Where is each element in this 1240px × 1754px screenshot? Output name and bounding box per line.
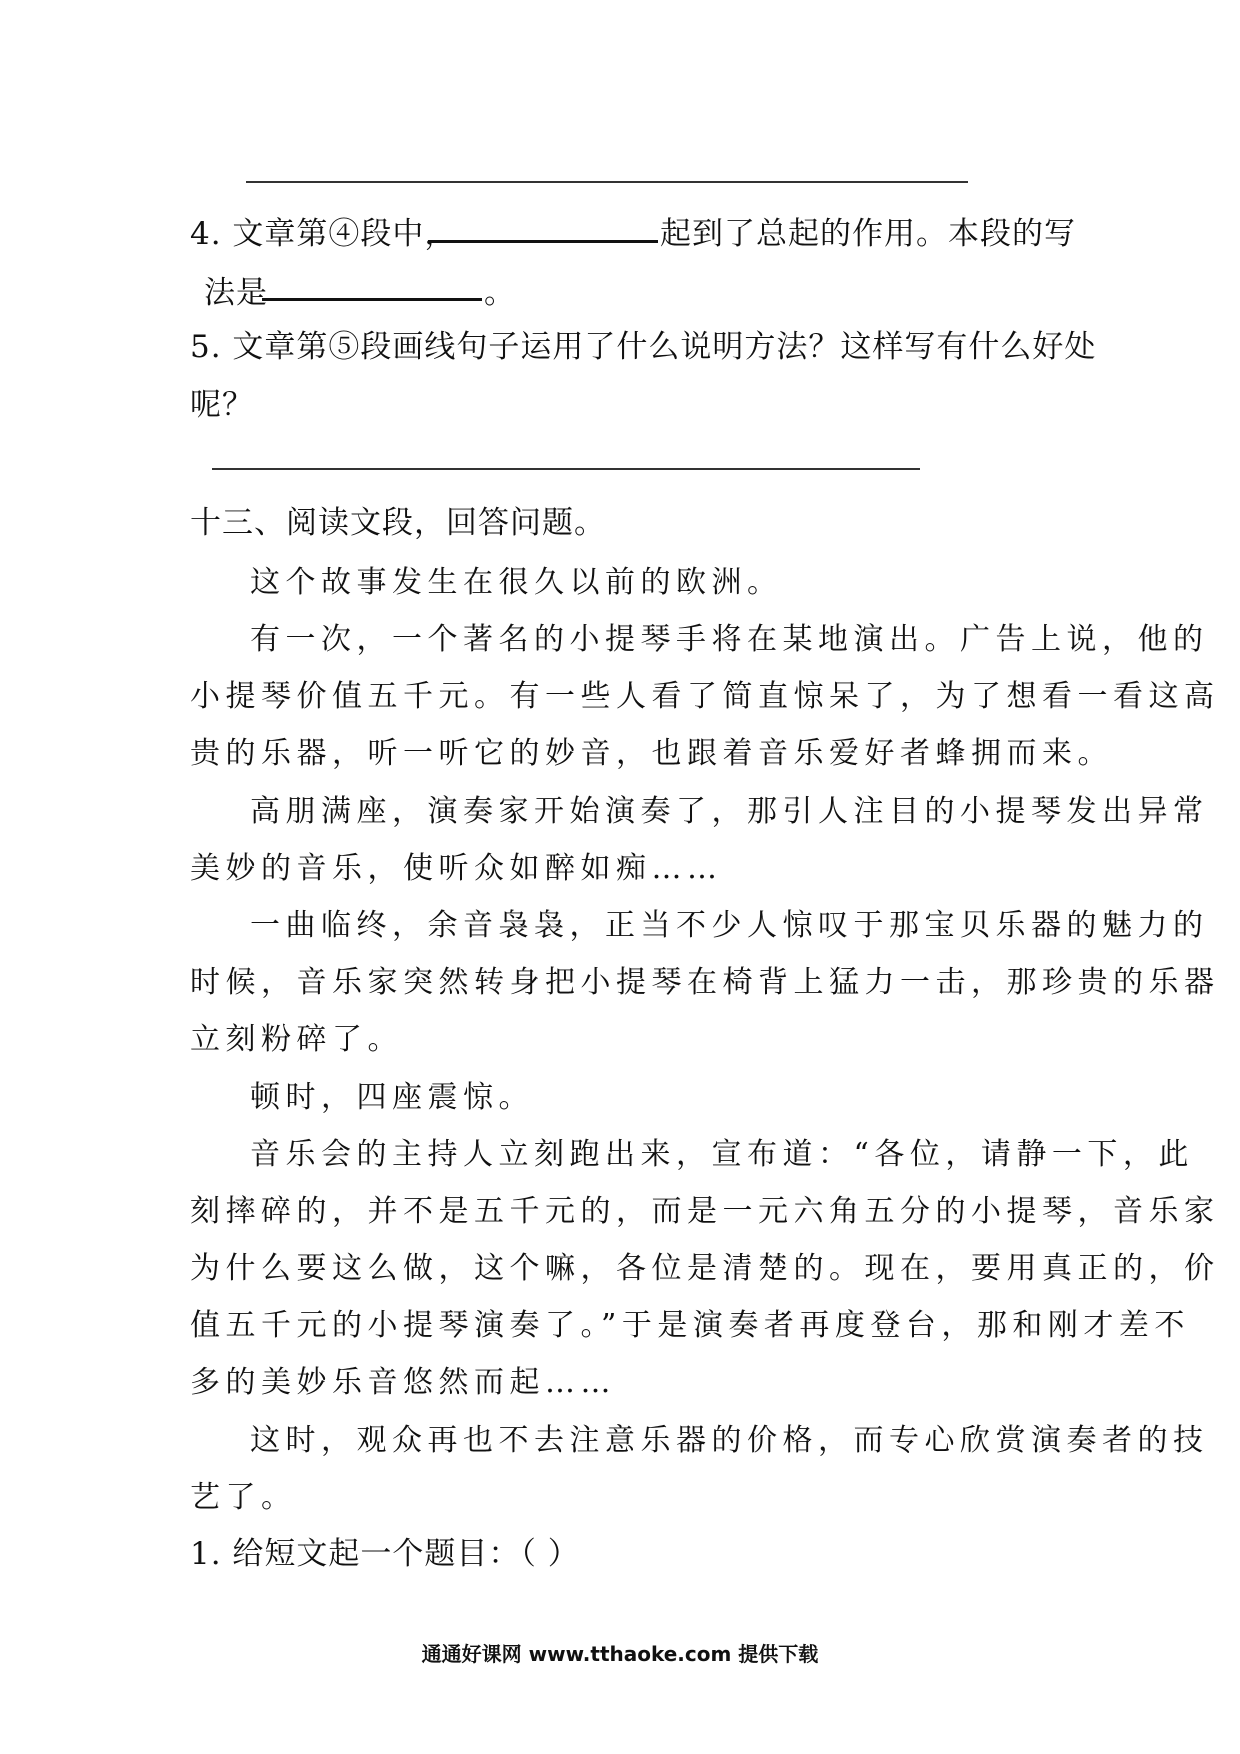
passage-line: 艺了。 xyxy=(190,1480,297,1515)
passage-line: 为什么要这么做，这个嘛，各位是清楚的。现在，要用真正的，价 xyxy=(190,1251,1220,1286)
passage-line: 时候，音乐家突然转身把小提琴在椅背上猛力一击，那珍贵的乐器 xyxy=(190,965,1220,1000)
passage-line: 值五千元的小提琴演奏了。”于是演奏者再度登台，那和刚才差不 xyxy=(190,1308,1190,1343)
passage-line: 小提琴价值五千元。有一些人看了简直惊呆了，为了想看一看这高 xyxy=(190,679,1220,714)
passage-line: 刻摔碎的，并不是五千元的，而是一元六角五分的小提琴，音乐家 xyxy=(190,1194,1220,1229)
question-4-line2-suffix: 。 xyxy=(484,275,516,311)
passage-line: 音乐会的主持人立刻跑出来，宣布道：“各位，请静一下，此 xyxy=(250,1137,1194,1172)
question-4-blank-2[interactable] xyxy=(262,298,482,301)
question-4-blank-1[interactable] xyxy=(428,240,658,243)
passage-line: 一曲临终，余音袅袅，正当不少人惊叹于那宝贝乐器的魅力的 xyxy=(250,908,1209,943)
page-footer: 通通好课网 www.tthaoke.com 提供下载 xyxy=(421,1642,819,1666)
passage-line: 立刻粉碎了。 xyxy=(190,1022,403,1057)
question-4-middle: 起到了总起的作用。本段的写 xyxy=(660,216,1076,252)
question-5-line2: 呢？ xyxy=(190,387,254,423)
passage-line: 贵的乐器，听一听它的妙音，也跟着音乐爱好者蜂拥而来。 xyxy=(190,736,1113,771)
answer-line-question-5 xyxy=(212,468,920,470)
passage-line: 顿时，四座震惊。 xyxy=(250,1080,534,1115)
passage-line: 这个故事发生在很久以前的欧洲。 xyxy=(250,565,783,600)
passage-line: 美妙的音乐，使听众如醉如痴…… xyxy=(190,851,723,886)
section-13-heading: 十三、阅读文段，回答问题。 xyxy=(190,505,606,541)
question-4-line2-prefix: 法是 xyxy=(204,275,268,311)
passage-line: 这时，观众再也不去注意乐器的价格，而专心欣赏演奏者的技 xyxy=(250,1423,1209,1458)
answer-line-top xyxy=(246,181,968,183)
question-5-line1: 5. 文章第⑤段画线句子运用了什么说明方法？这样写有什么好处 xyxy=(190,329,1097,365)
question-4-prefix: 4. 文章第④段中， xyxy=(190,216,457,252)
passage-line: 有一次，一个著名的小提琴手将在某地演出。广告上说，他的 xyxy=(250,622,1209,657)
passage-line: 高朋满座，演奏家开始演奏了，那引人注目的小提琴发出异常 xyxy=(250,794,1209,829)
passage-line: 多的美妙乐音悠然而起…… xyxy=(190,1365,616,1400)
question-1-title-prompt: 1. 给短文起一个题目：（ ） xyxy=(190,1536,580,1572)
